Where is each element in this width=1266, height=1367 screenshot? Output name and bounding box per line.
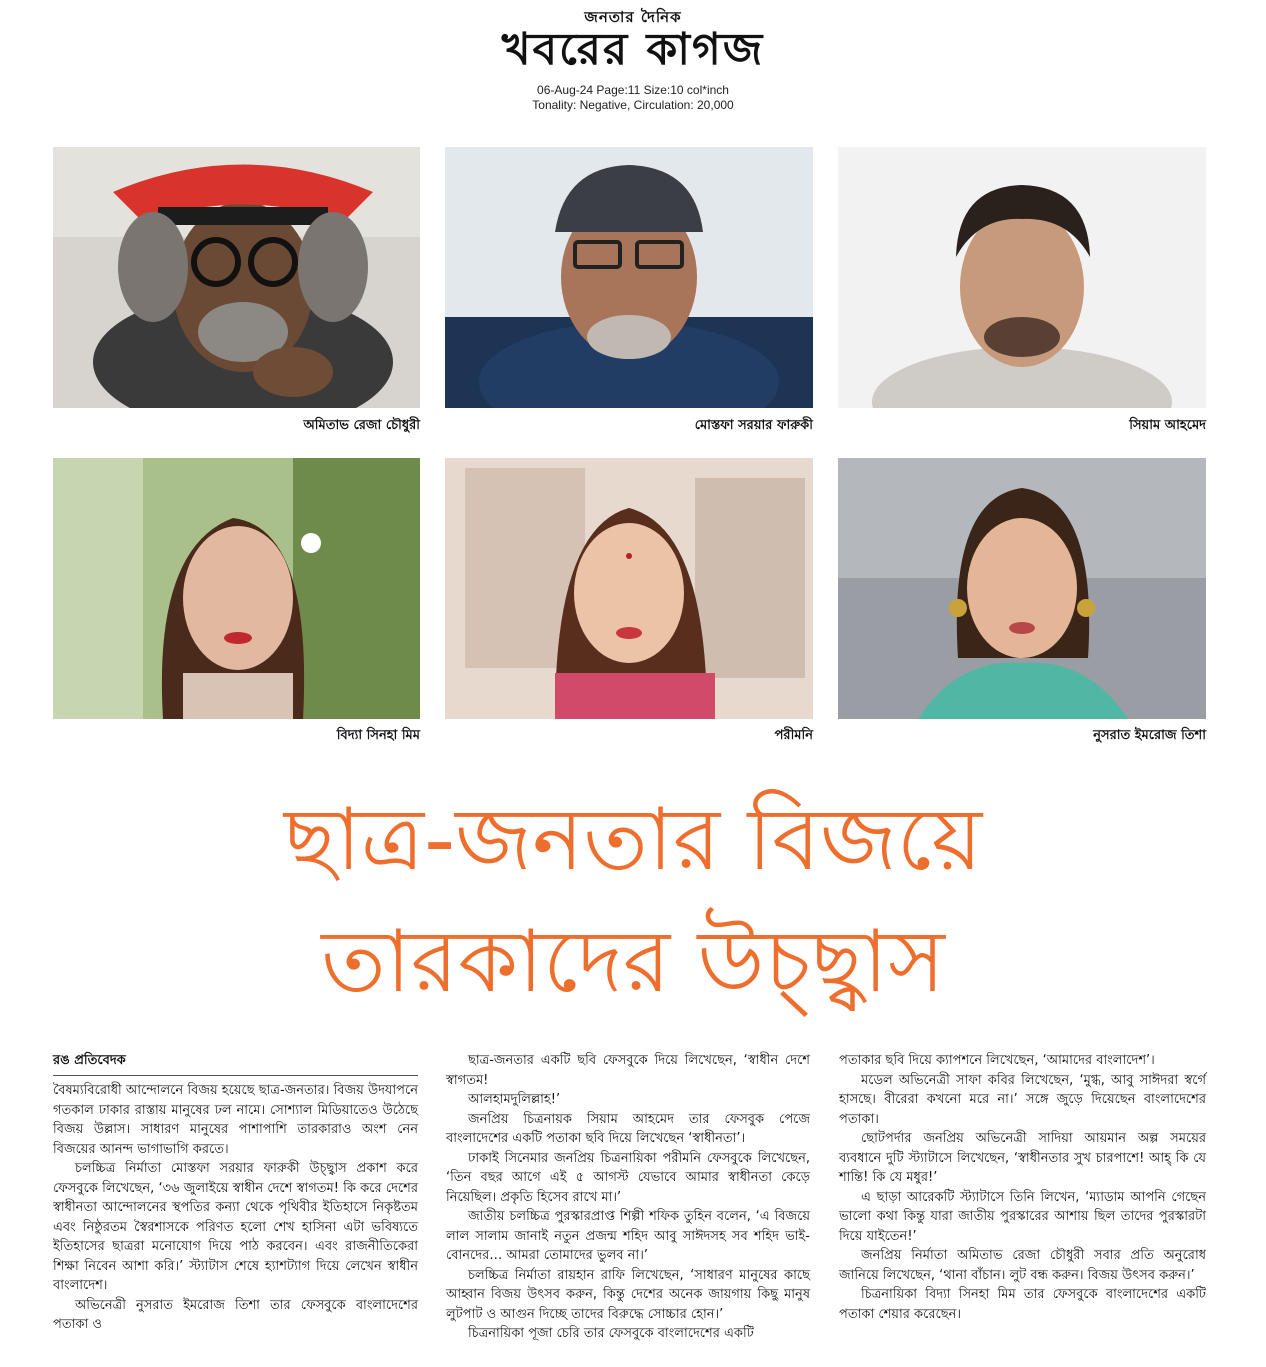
masthead xyxy=(0,0,1266,115)
byline: রঙ প্রতিবেদক xyxy=(53,1053,126,1068)
paragraph: এ ছাড়া আরেকটি স্ট্যাটাসে তিনি লিখেন, ‘ম্যাডাম আপনি গেছেন ভালো কথা কিন্তু যারা জাতীয় পুরস্কারের আশায় ছিল তাদের পুরস্কারটা দিয়ে যাইতেন!’ xyxy=(839,1189,1206,1244)
paragraph: জাতীয় চলচ্চিত্র পুরস্কারপ্রাপ্ত শিল্পী শফিক তুহিন বলেন, ‘এ বিজয়ে লাল সালাম জানাই নতুন প্রজন্ম শহিদ আবু সাঈদসহ সব শহিদ ভাই-বোনদের… আমরা তোমাদের ভুলব না।’ xyxy=(446,1209,810,1263)
paragraph: জনপ্রিয় নির্মাতা অমিতাভ রেজা চৌধুরী সবার প্রতি অনুরোধ জানিয়ে লিখেছেন, ‘থানা বাঁচান। লুট বন্ধ করুন। বিজয় উৎসব করুন।’ xyxy=(839,1248,1206,1283)
photo-amitabh-reza xyxy=(53,147,420,408)
paragraph: পতাকার ছবি দিয়ে ক্যাপশনে লিখেছেন, ‘আমাদের বাংলাদেশ’। xyxy=(839,1053,1155,1068)
clipping-meta-tonality: Tonality: Negative, Circulation: 20,000 xyxy=(532,98,734,112)
article-column-3 xyxy=(839,1051,1206,1324)
photo-porimoni xyxy=(445,458,813,719)
headline-line-2: তারকাদের উচ্ছ্বাস xyxy=(321,912,945,1012)
paragraph: চিত্রনায়িকা বিদ্যা সিনহা মিম তার ফেসবুকে বাংলাদেশের একটি পতাকা শেয়ার করেছেন। xyxy=(839,1287,1206,1322)
paragraph: চলচ্চিত্র নির্মাতা রায়হান রাফি লিখেছেন, ‘সাধারণ মানুষের কাছে আহ্বান বিজয় উৎসব করুন, কিন্তু দেশের অনেক জায়গায় কিছু মানুষ লুটপাট ও আগুন দিচ্ছে তাদের বিরুদ্ধে সোচ্চার হোন।’ xyxy=(446,1267,810,1322)
caption-photo-3: সিয়াম আহমেদ xyxy=(1129,418,1206,433)
photo-bidya-sinha-mim xyxy=(53,458,420,719)
caption-photo-5: পরীমনি xyxy=(774,728,813,743)
paragraph: ছাত্র-জনতার একটি ছবি ফেসবুকে দিয়ে লিখেছেন, ‘স্বাধীন দেশে স্বাগতম! xyxy=(446,1053,810,1088)
paragraph: ঢাকাই সিনেমার জনপ্রিয় চিত্রনায়িকা পরীমনি ফেসবুকে লিখেছেন, ‘তিন বছর আগে এই ৫ আগস্ট যেভাবে আমার স্বাধীনতা কেড়ে নিয়েছিল। প্রকৃতি হিসেব রাখে মা।’ xyxy=(446,1150,810,1205)
paragraph: জনপ্রিয় চিত্রনায়ক সিয়াম আহমেদ তার ফেসবুক পেজে বাংলাদেশের একটি পতাকা ছবি দিয়ে লিখেছেন ‘স্বাধীনতা’। xyxy=(446,1111,810,1146)
clipping-meta-date: 06-Aug-24 Page:11 Size:10 col*inch xyxy=(537,83,729,97)
caption-photo-4: বিদ্যা সিনহা মিম xyxy=(336,728,420,743)
photo-nusrat-imrose-tisha xyxy=(838,458,1206,719)
byline-divider xyxy=(53,1075,418,1076)
caption-photo-1: অমিতাভ রেজা চৌধুরী xyxy=(303,418,420,433)
paragraph: অভিনেত্রী নুসরাত ইমরোজ তিশা তার ফেসবুকে বাংলাদেশের পতাকা ও xyxy=(53,1297,418,1332)
photo-siam-ahmed xyxy=(838,147,1206,408)
article-column-2 xyxy=(446,1051,810,1344)
caption-photo-2: মোস্তফা সরয়ার ফারুকী xyxy=(694,418,813,433)
masthead-logo: খবরের কাগজ xyxy=(501,24,765,75)
article-column-1 xyxy=(53,1081,418,1335)
caption-photo-6: নুসরাত ইমরোজ তিশা xyxy=(1093,728,1206,743)
paragraph: ছোটপর্দার জনপ্রিয় অভিনেত্রী সাদিয়া আয়মান অল্প সময়ের ব্যবধানে দুটি স্ট্যাটাসে লিখেছেন, ‘স্বাধীনতার সুখ চারপাশে! আহ্ কি যে শান্তি! কি যে মধুর!’ xyxy=(839,1131,1206,1185)
photo-mostofa-sarwar-farooki xyxy=(445,147,813,408)
paragraph: চিত্রনায়িকা পূজা চেরি তার ফেসবুকে বাংলাদেশের একটি xyxy=(468,1326,754,1341)
paragraph: বৈষম্যবিরোধী আন্দোলনে বিজয় হয়েছে ছাত্র-জনতার। বিজয় উদযাপনে গতকাল ঢাকার রাস্তায় মানুষের ঢল নামে। সোশ্যাল মিডিয়াতেও উঠেছে বিজয় উল্লাস। সাধারণ মানুষের পাশাপাশি তারকারাও অংশ নেন বিজয়ের আনন্দ ভাগাভাগি করতে। xyxy=(53,1083,418,1157)
headline-line-1: ছাত্র-জনতার বিজয়ে xyxy=(283,790,983,890)
paragraph: চলচ্চিত্র নির্মাতা মোস্তফা সরয়ার ফারুকী উচ্ছ্বাস প্রকাশ করে ফেসবুকে লিখেছেন, ‘৩৬ জুলাইয়ে স্বাধীন দেশে স্বাগতম! কি করে দেশের স্বাধীনতা আন্দোলনের স্থপতির কন্যা থেকে পৃথিবীর ইতিহাসে নিকৃষ্টতম এবং নিষ্ঠুরতম স্বৈরশাসকে পরিণত হলো শেখ হাসিনা এটা ভবিষ্যতে ইতিহাসের ছাত্ররা মনোযোগ দিয়ে পাঠ করবেন। এবং রাজনীতিকেরা শিক্ষা নিবেন আশা করি।’ স্ট্যাটাস শেষে হ্যাশট্যাগ দিয়ে লেখেন স্বাধীন বাংলাদেশ। xyxy=(53,1161,418,1293)
paragraph: মডেল অভিনেত্রী সাফা কবির লিখেছেন, ‘মুগ্ধ, আবু সাঈদরা স্বর্গে হাসছে। বীরেরা কখনো মরে না।’ সঙ্গে জুড়ে দিয়েছেন বাংলাদেশের পতাকা। xyxy=(839,1072,1206,1127)
paragraph: আলহামদুলিল্লাহ!’ xyxy=(468,1092,561,1107)
masthead-tagline: জনতার দৈনিক xyxy=(584,8,682,26)
